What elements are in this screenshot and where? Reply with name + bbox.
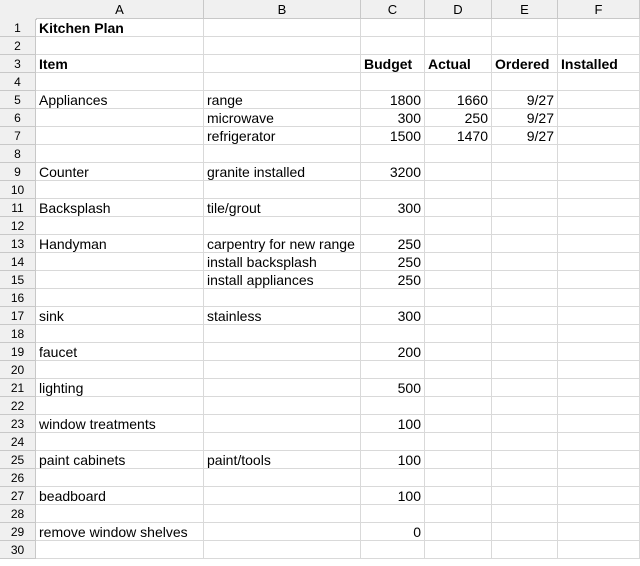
cell-c22[interactable] [361,397,425,415]
cell-b19[interactable] [204,343,361,361]
row-header-1[interactable]: 1 [0,19,36,37]
cell-b8[interactable] [204,145,361,163]
cell-a2[interactable] [36,37,204,55]
cell-d23[interactable] [425,415,492,433]
cell-e30[interactable] [492,541,558,559]
cell-b26[interactable] [204,469,361,487]
cell-b7[interactable]: refrigerator [204,127,361,145]
cell-f24[interactable] [558,433,640,451]
row-header-26[interactable]: 26 [0,469,36,487]
cell-b1[interactable] [204,19,361,37]
cell-e18[interactable] [492,325,558,343]
row-header-29[interactable]: 29 [0,523,36,541]
cell-b17[interactable]: stainless [204,307,361,325]
row-header-20[interactable]: 20 [0,361,36,379]
cell-a27[interactable]: beadboard [36,487,204,505]
cell-e16[interactable] [492,289,558,307]
cell-f22[interactable] [558,397,640,415]
cell-f2[interactable] [558,37,640,55]
row-header-21[interactable]: 21 [0,379,36,397]
cell-f19[interactable] [558,343,640,361]
cell-f23[interactable] [558,415,640,433]
cell-e28[interactable] [492,505,558,523]
cell-d14[interactable] [425,253,492,271]
cell-b5[interactable]: range [204,91,361,109]
row-header-10[interactable]: 10 [0,181,36,199]
cell-d20[interactable] [425,361,492,379]
cell-c11[interactable]: 300 [361,199,425,217]
row-header-18[interactable]: 18 [0,325,36,343]
cell-a5[interactable]: Appliances [36,91,204,109]
cell-b20[interactable] [204,361,361,379]
cell-e24[interactable] [492,433,558,451]
cell-b15[interactable]: install appliances [204,271,361,289]
cell-d7[interactable]: 1470 [425,127,492,145]
cell-e2[interactable] [492,37,558,55]
cell-c21[interactable]: 500 [361,379,425,397]
column-header-f[interactable]: F [558,0,640,19]
cell-d9[interactable] [425,163,492,181]
cell-f30[interactable] [558,541,640,559]
cell-e10[interactable] [492,181,558,199]
row-header-23[interactable]: 23 [0,415,36,433]
cell-f17[interactable] [558,307,640,325]
cell-a28[interactable] [36,505,204,523]
cell-b16[interactable] [204,289,361,307]
cell-f13[interactable] [558,235,640,253]
cell-a9[interactable]: Counter [36,163,204,181]
cell-d17[interactable] [425,307,492,325]
cell-a7[interactable] [36,127,204,145]
cell-c7[interactable]: 1500 [361,127,425,145]
cell-a3[interactable]: Item [36,55,204,73]
cell-d26[interactable] [425,469,492,487]
cell-c6[interactable]: 300 [361,109,425,127]
row-header-13[interactable]: 13 [0,235,36,253]
row-header-4[interactable]: 4 [0,73,36,91]
cell-e12[interactable] [492,217,558,235]
row-header-3[interactable]: 3 [0,55,36,73]
cell-f9[interactable] [558,163,640,181]
cell-c16[interactable] [361,289,425,307]
cell-d10[interactable] [425,181,492,199]
cell-b30[interactable] [204,541,361,559]
cell-c17[interactable]: 300 [361,307,425,325]
cell-c19[interactable]: 200 [361,343,425,361]
cell-f1[interactable] [558,19,640,37]
cell-a20[interactable] [36,361,204,379]
cell-f16[interactable] [558,289,640,307]
cell-e17[interactable] [492,307,558,325]
cell-a23[interactable]: window treatments [36,415,204,433]
cell-f12[interactable] [558,217,640,235]
cell-f26[interactable] [558,469,640,487]
cell-d1[interactable] [425,19,492,37]
cell-f15[interactable] [558,271,640,289]
cell-f6[interactable] [558,109,640,127]
cell-d18[interactable] [425,325,492,343]
cell-d25[interactable] [425,451,492,469]
cell-f7[interactable] [558,127,640,145]
cell-c25[interactable]: 100 [361,451,425,469]
cell-b27[interactable] [204,487,361,505]
cell-d12[interactable] [425,217,492,235]
cell-b13[interactable]: carpentry for new range [204,235,361,253]
row-header-25[interactable]: 25 [0,451,36,469]
cell-c15[interactable]: 250 [361,271,425,289]
cell-a30[interactable] [36,541,204,559]
cell-c30[interactable] [361,541,425,559]
cell-b9[interactable]: granite installed [204,163,361,181]
cell-e3[interactable]: Ordered [492,55,558,73]
row-header-27[interactable]: 27 [0,487,36,505]
cell-f4[interactable] [558,73,640,91]
cell-a14[interactable] [36,253,204,271]
cell-e19[interactable] [492,343,558,361]
cell-c5[interactable]: 1800 [361,91,425,109]
cell-c24[interactable] [361,433,425,451]
row-header-17[interactable]: 17 [0,307,36,325]
cell-d2[interactable] [425,37,492,55]
cell-c4[interactable] [361,73,425,91]
cell-d11[interactable] [425,199,492,217]
cell-a17[interactable]: sink [36,307,204,325]
column-header-d[interactable]: D [425,0,492,19]
cell-a6[interactable] [36,109,204,127]
cell-f25[interactable] [558,451,640,469]
cell-d3[interactable]: Actual [425,55,492,73]
row-header-28[interactable]: 28 [0,505,36,523]
row-header-9[interactable]: 9 [0,163,36,181]
cell-b14[interactable]: install backsplash [204,253,361,271]
cell-b18[interactable] [204,325,361,343]
cell-a22[interactable] [36,397,204,415]
cell-c10[interactable] [361,181,425,199]
row-header-6[interactable]: 6 [0,109,36,127]
cell-b6[interactable]: microwave [204,109,361,127]
cell-a29[interactable]: remove window shelves [36,523,204,541]
cell-e27[interactable] [492,487,558,505]
cell-c13[interactable]: 250 [361,235,425,253]
cell-a8[interactable] [36,145,204,163]
cell-a15[interactable] [36,271,204,289]
cell-d29[interactable] [425,523,492,541]
cell-a26[interactable] [36,469,204,487]
cell-f28[interactable] [558,505,640,523]
row-header-16[interactable]: 16 [0,289,36,307]
cell-b25[interactable]: paint/tools [204,451,361,469]
row-header-19[interactable]: 19 [0,343,36,361]
cell-a19[interactable]: faucet [36,343,204,361]
cell-b24[interactable] [204,433,361,451]
cell-c26[interactable] [361,469,425,487]
cell-e23[interactable] [492,415,558,433]
cell-c3[interactable]: Budget [361,55,425,73]
column-header-e[interactable]: E [492,0,558,19]
cell-e15[interactable] [492,271,558,289]
column-header-c[interactable]: C [361,0,425,19]
cell-c2[interactable] [361,37,425,55]
cell-b11[interactable]: tile/grout [204,199,361,217]
cell-d16[interactable] [425,289,492,307]
cell-c27[interactable]: 100 [361,487,425,505]
cell-a13[interactable]: Handyman [36,235,204,253]
cell-d13[interactable] [425,235,492,253]
cell-a4[interactable] [36,73,204,91]
cell-f10[interactable] [558,181,640,199]
cell-a10[interactable] [36,181,204,199]
cell-c12[interactable] [361,217,425,235]
cell-b2[interactable] [204,37,361,55]
cell-b29[interactable] [204,523,361,541]
cell-c28[interactable] [361,505,425,523]
cell-c9[interactable]: 3200 [361,163,425,181]
cell-e5[interactable]: 9/27 [492,91,558,109]
cell-f27[interactable] [558,487,640,505]
cell-c20[interactable] [361,361,425,379]
cell-d28[interactable] [425,505,492,523]
cell-b3[interactable] [204,55,361,73]
cell-d30[interactable] [425,541,492,559]
row-header-12[interactable]: 12 [0,217,36,235]
cell-e29[interactable] [492,523,558,541]
cell-b22[interactable] [204,397,361,415]
cell-e11[interactable] [492,199,558,217]
cell-c14[interactable]: 250 [361,253,425,271]
cell-e13[interactable] [492,235,558,253]
row-header-7[interactable]: 7 [0,127,36,145]
cell-b12[interactable] [204,217,361,235]
cell-b23[interactable] [204,415,361,433]
cell-b28[interactable] [204,505,361,523]
cell-d19[interactable] [425,343,492,361]
cell-a1[interactable]: Kitchen Plan [36,19,204,37]
cell-d24[interactable] [425,433,492,451]
cell-a12[interactable] [36,217,204,235]
cell-e25[interactable] [492,451,558,469]
cell-e9[interactable] [492,163,558,181]
row-header-30[interactable]: 30 [0,541,36,559]
cell-d5[interactable]: 1660 [425,91,492,109]
row-header-15[interactable]: 15 [0,271,36,289]
cell-d22[interactable] [425,397,492,415]
cell-c18[interactable] [361,325,425,343]
cell-a21[interactable]: lighting [36,379,204,397]
cell-f3[interactable]: Installed [558,55,640,73]
cell-d15[interactable] [425,271,492,289]
cell-f11[interactable] [558,199,640,217]
cell-f20[interactable] [558,361,640,379]
cell-b10[interactable] [204,181,361,199]
row-header-2[interactable]: 2 [0,37,36,55]
cell-c8[interactable] [361,145,425,163]
cell-e20[interactable] [492,361,558,379]
row-header-11[interactable]: 11 [0,199,36,217]
cell-e7[interactable]: 9/27 [492,127,558,145]
cell-c29[interactable]: 0 [361,523,425,541]
cell-d6[interactable]: 250 [425,109,492,127]
cell-e4[interactable] [492,73,558,91]
column-header-a[interactable]: A [36,0,204,19]
cell-f29[interactable] [558,523,640,541]
cell-a24[interactable] [36,433,204,451]
cell-e1[interactable] [492,19,558,37]
cell-f5[interactable] [558,91,640,109]
cell-c23[interactable]: 100 [361,415,425,433]
row-header-24[interactable]: 24 [0,433,36,451]
column-header-b[interactable]: B [204,0,361,19]
select-all-corner[interactable] [0,0,37,20]
row-header-22[interactable]: 22 [0,397,36,415]
row-header-14[interactable]: 14 [0,253,36,271]
cell-a11[interactable]: Backsplash [36,199,204,217]
cell-f18[interactable] [558,325,640,343]
cell-a18[interactable] [36,325,204,343]
cell-e21[interactable] [492,379,558,397]
cell-e14[interactable] [492,253,558,271]
cell-b21[interactable] [204,379,361,397]
cell-b4[interactable] [204,73,361,91]
cell-e8[interactable] [492,145,558,163]
cell-d27[interactable] [425,487,492,505]
row-header-5[interactable]: 5 [0,91,36,109]
cell-d21[interactable] [425,379,492,397]
cell-d8[interactable] [425,145,492,163]
cell-d4[interactable] [425,73,492,91]
cell-f14[interactable] [558,253,640,271]
cell-f8[interactable] [558,145,640,163]
cell-f21[interactable] [558,379,640,397]
cell-e6[interactable]: 9/27 [492,109,558,127]
cell-c1[interactable] [361,19,425,37]
cell-e26[interactable] [492,469,558,487]
row-header-8[interactable]: 8 [0,145,36,163]
cell-e22[interactable] [492,397,558,415]
cell-a16[interactable] [36,289,204,307]
cell-a25[interactable]: paint cabinets [36,451,204,469]
